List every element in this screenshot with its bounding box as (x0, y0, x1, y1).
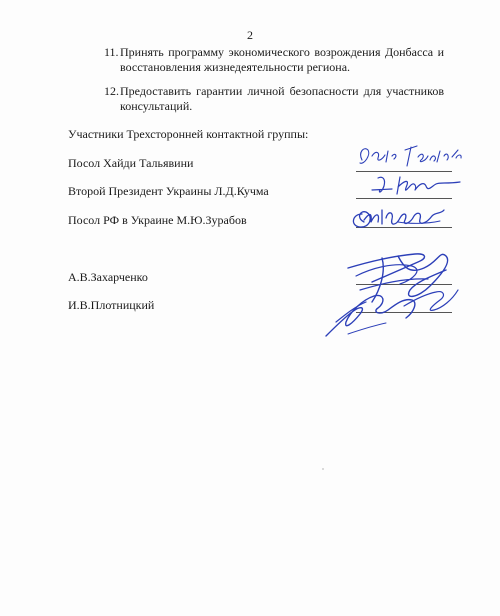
page-number: 2 (247, 28, 253, 42)
signatory-plotnitsky: И.В.Плотницкий (68, 298, 155, 312)
signature-plotnitsky (326, 290, 458, 336)
item-text: Предоставить гарантии личной безопасности для участников консультаций. (120, 84, 444, 113)
signature-zakharchenko (348, 254, 448, 302)
participant-kuchma: Второй Президент Украины Л.Д.Кучма (68, 184, 269, 198)
item-number: 11. (104, 45, 119, 59)
participants-heading: Участники Трехсторонней контактной группы: (68, 127, 309, 141)
participant-zurabov: Посол РФ в Украине М.Ю.Зурабов (68, 213, 247, 227)
item-number: 12. (104, 84, 119, 98)
signatory-zakharchenko: А.В.Захарченко (68, 270, 148, 284)
signature-tagliavini (360, 146, 461, 166)
scan-speck (322, 468, 324, 470)
signature-zurabov (353, 210, 444, 227)
participant-tagliavini: Посол Хайди Тальявини (68, 156, 194, 170)
signature-kuchma (372, 177, 460, 194)
item-text: Принять программу экономического возрождения Донбасса и восстановления жизнедеятельности региона. (120, 45, 444, 74)
